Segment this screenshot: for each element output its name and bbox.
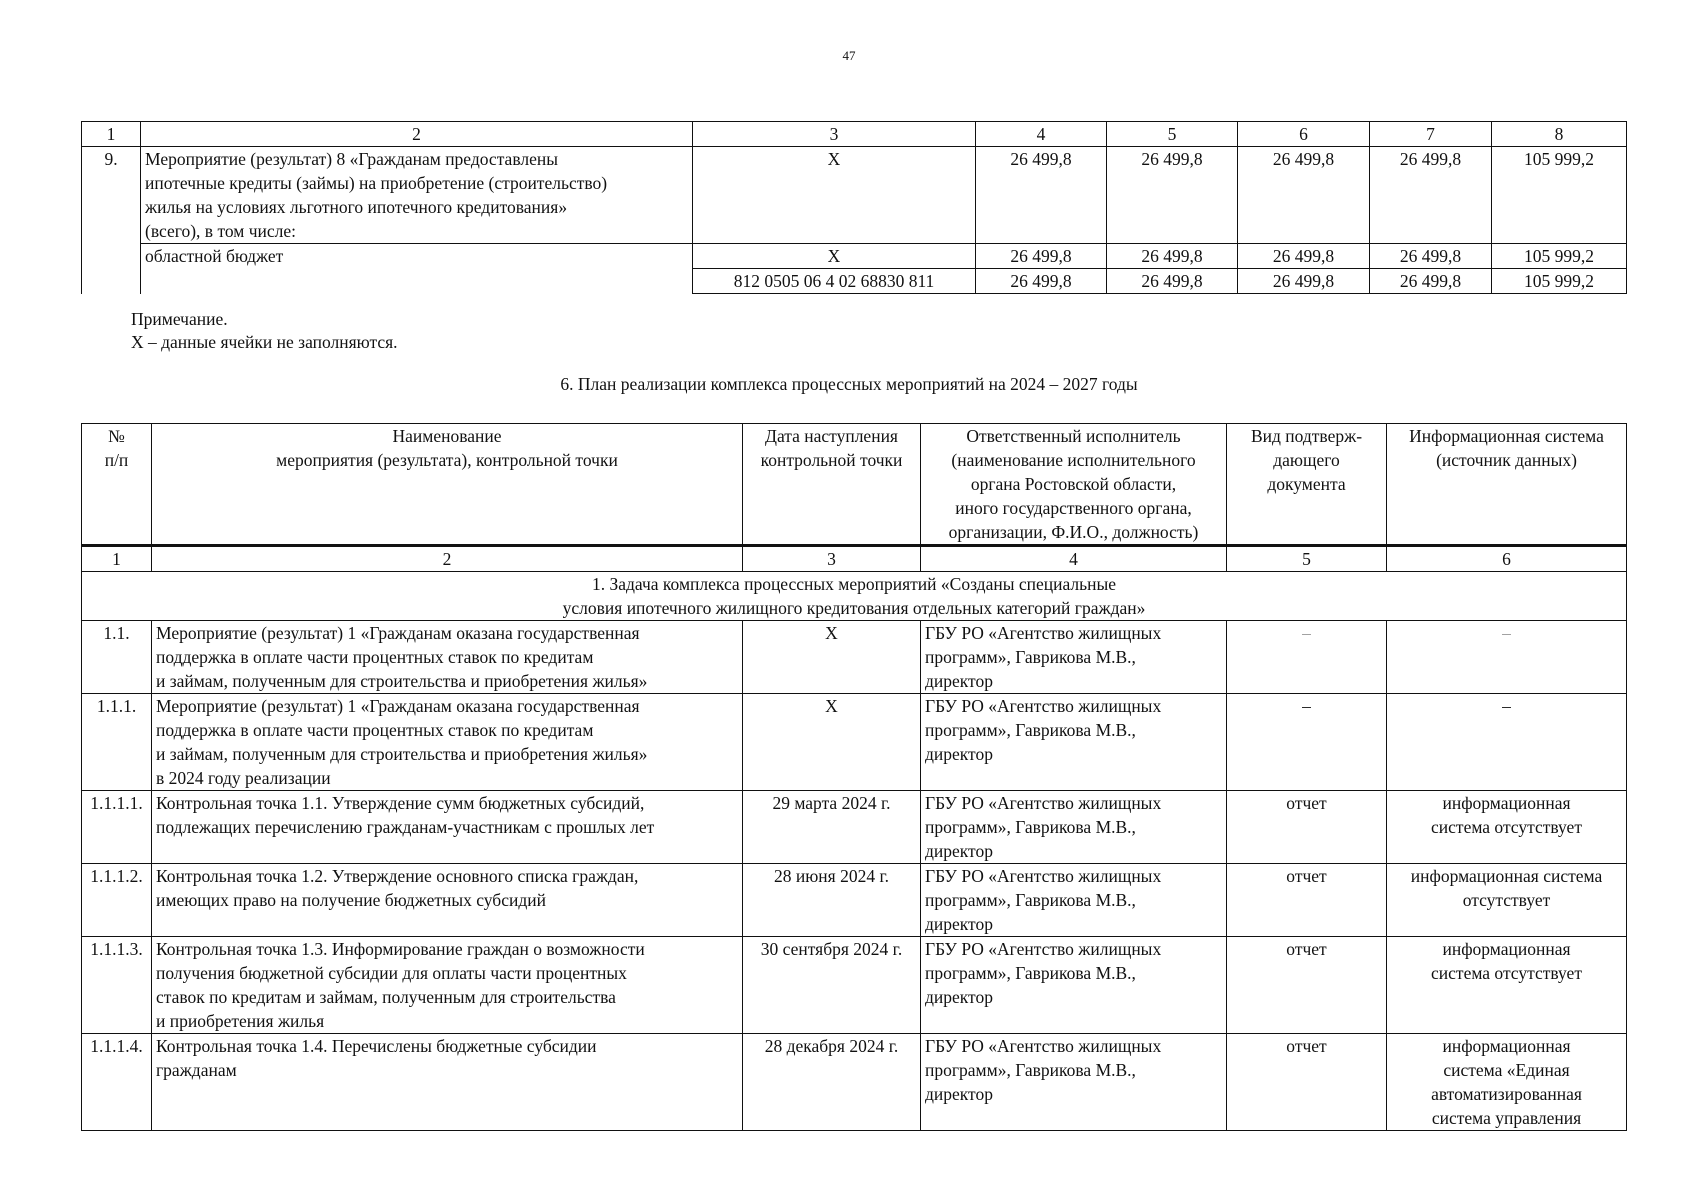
header-cell: 7: [1370, 122, 1492, 147]
row-system: –: [1387, 694, 1627, 791]
row-date: X: [743, 621, 921, 694]
header-cell: 3: [693, 122, 976, 147]
section-title: 6. План реализации комплекса процессных мероприятий на 2024 – 2027 годы: [560, 374, 1138, 394]
row-date: 30 сентября 2024 г.: [743, 937, 921, 1034]
table-row: [82, 1034, 1627, 1131]
row-number: 1.1.1.1.: [82, 791, 152, 864]
row-doc: отчет: [1227, 864, 1387, 937]
value-cell: 26 499,8: [1238, 269, 1370, 294]
value-cell: 26 499,8: [1370, 269, 1492, 294]
row-executor: ГБУ РО «Агентство жилищных программ», Гаврикова М.В., директор: [921, 791, 1227, 864]
row-name: Мероприятие (результат) 1 «Гражданам оказана государственная поддержка в оплате части процентных ставок по кредитам и займам, полученным для строительства и приобретения жилья» в 2024 году реализации: [152, 694, 743, 791]
header-doc: Вид подтверж- дающего документа: [1227, 424, 1387, 546]
page-number: 47: [842, 48, 856, 63]
value-cell: 26 499,8: [1238, 244, 1370, 269]
plan-header-row: [82, 424, 1627, 546]
value-cell: 105 999,2: [1492, 244, 1627, 269]
row-system: информационная система отсутствует: [1387, 937, 1627, 1034]
budget-code: X: [693, 244, 976, 269]
value-cell: 26 499,8: [1107, 147, 1238, 244]
row-name: Контрольная точка 1.1. Утверждение сумм бюджетных субсидий, подлежащих перечислению гражданам-участникам с прошлых лет: [152, 791, 743, 864]
row-doc: отчет: [1227, 937, 1387, 1034]
row-doc: –: [1227, 694, 1387, 791]
row-date: 29 марта 2024 г.: [743, 791, 921, 864]
column-number: 6: [1387, 546, 1627, 572]
plan-number-row: [82, 546, 1627, 572]
header-name: Наименование мероприятия (результата), контрольной точки: [152, 424, 743, 546]
task-row: [82, 572, 1627, 621]
financing-header-row: [82, 122, 1627, 147]
column-number: 4: [921, 546, 1227, 572]
budget-code: 812 0505 06 4 02 68830 811: [693, 269, 976, 294]
note-text: X – данные ячейки не заполняются.: [131, 332, 398, 352]
row-executor: ГБУ РО «Агентство жилищных программ», Гаврикова М.В., директор: [921, 621, 1227, 694]
header-cell: 5: [1107, 122, 1238, 147]
financing-table: [81, 121, 1627, 294]
row-name: областной бюджет: [141, 244, 693, 294]
task-title: 1. Задача комплекса процессных мероприятий «Созданы специальные условия ипотечного жилищного кредитования отдельных категорий граждан»: [82, 572, 1627, 621]
header-executor: Ответственный исполнитель (наименование исполнительного органа Ростовской области, иного государственного органа, организации, Ф.И.О., должность): [921, 424, 1227, 546]
header-cell: 8: [1492, 122, 1627, 147]
value-cell: 105 999,2: [1492, 269, 1627, 294]
row-number: 9.: [82, 147, 141, 294]
row-executor: ГБУ РО «Агентство жилищных программ», Гаврикова М.В., директор: [921, 1034, 1227, 1131]
value-cell: 26 499,8: [1370, 147, 1492, 244]
financing-row-main: [82, 147, 1627, 244]
plan-table: [81, 423, 1627, 1131]
row-executor: ГБУ РО «Агентство жилищных программ», Гаврикова М.В., директор: [921, 864, 1227, 937]
table-row: [82, 621, 1627, 694]
row-number: 1.1.1.: [82, 694, 152, 791]
row-number: 1.1.1.3.: [82, 937, 152, 1034]
column-number: 1: [82, 546, 152, 572]
row-name: Контрольная точка 1.2. Утверждение основного списка граждан, имеющих право на получение бюджетных субсидий: [152, 864, 743, 937]
header-cell: 4: [976, 122, 1107, 147]
row-doc: отчет: [1227, 1034, 1387, 1131]
value-cell: 26 499,8: [1107, 244, 1238, 269]
table-row: [82, 937, 1627, 1034]
header-cell: 1: [82, 122, 141, 147]
row-name: Контрольная точка 1.3. Информирование граждан о возможности получения бюджетной субсидии для оплаты части процентных ставок по кредитам и займам, полученным для строительства и приобретения жилья: [152, 937, 743, 1034]
column-number: 3: [743, 546, 921, 572]
row-name: Контрольная точка 1.4. Перечислены бюджетные субсидии гражданам: [152, 1034, 743, 1131]
row-date: 28 декабря 2024 г.: [743, 1034, 921, 1131]
table-row: [82, 864, 1627, 937]
note-title: Примечание.: [131, 309, 228, 329]
row-number: 1.1.: [82, 621, 152, 694]
row-date: X: [743, 694, 921, 791]
column-number: 5: [1227, 546, 1387, 572]
row-doc: отчет: [1227, 791, 1387, 864]
row-number: 1.1.1.4.: [82, 1034, 152, 1131]
value-cell: 26 499,8: [976, 269, 1107, 294]
row-name: Мероприятие (результат) 8 «Гражданам предоставлены ипотечные кредиты (займы) на приобретение (строительство) жилья на условиях льготного ипотечного кредитования» (всего), в том числе:: [141, 147, 693, 244]
row-system: информационная система «Единая автоматизированная система управления: [1387, 1034, 1627, 1131]
value-cell: 26 499,8: [1238, 147, 1370, 244]
row-date: 28 июня 2024 г.: [743, 864, 921, 937]
table-row: [82, 694, 1627, 791]
row-executor: ГБУ РО «Агентство жилищных программ», Гаврикова М.В., директор: [921, 694, 1227, 791]
row-system: информационная система отсутствует: [1387, 864, 1627, 937]
financing-row-budget: [82, 244, 1627, 269]
column-number: 2: [152, 546, 743, 572]
header-system: Информационная система (источник данных): [1387, 424, 1627, 546]
value-cell: 26 499,8: [976, 147, 1107, 244]
row-number: 1.1.1.2.: [82, 864, 152, 937]
value-cell: 26 499,8: [976, 244, 1107, 269]
value-cell: 26 499,8: [1107, 269, 1238, 294]
value-cell: 105 999,2: [1492, 147, 1627, 244]
header-cell: 6: [1238, 122, 1370, 147]
header-cell: 2: [141, 122, 693, 147]
value-cell: 26 499,8: [1370, 244, 1492, 269]
table-row: [82, 791, 1627, 864]
row-name: Мероприятие (результат) 1 «Гражданам оказана государственная поддержка в оплате части процентных ставок по кредитам и займам, полученным для строительства и приобретения жилья»: [152, 621, 743, 694]
row-doc: –: [1227, 621, 1387, 694]
budget-code: X: [693, 147, 976, 244]
header-num: № п/п: [82, 424, 152, 546]
row-system: –: [1387, 621, 1627, 694]
header-date: Дата наступления контрольной точки: [743, 424, 921, 546]
row-executor: ГБУ РО «Агентство жилищных программ», Гаврикова М.В., директор: [921, 937, 1227, 1034]
row-system: информационная система отсутствует: [1387, 791, 1627, 864]
